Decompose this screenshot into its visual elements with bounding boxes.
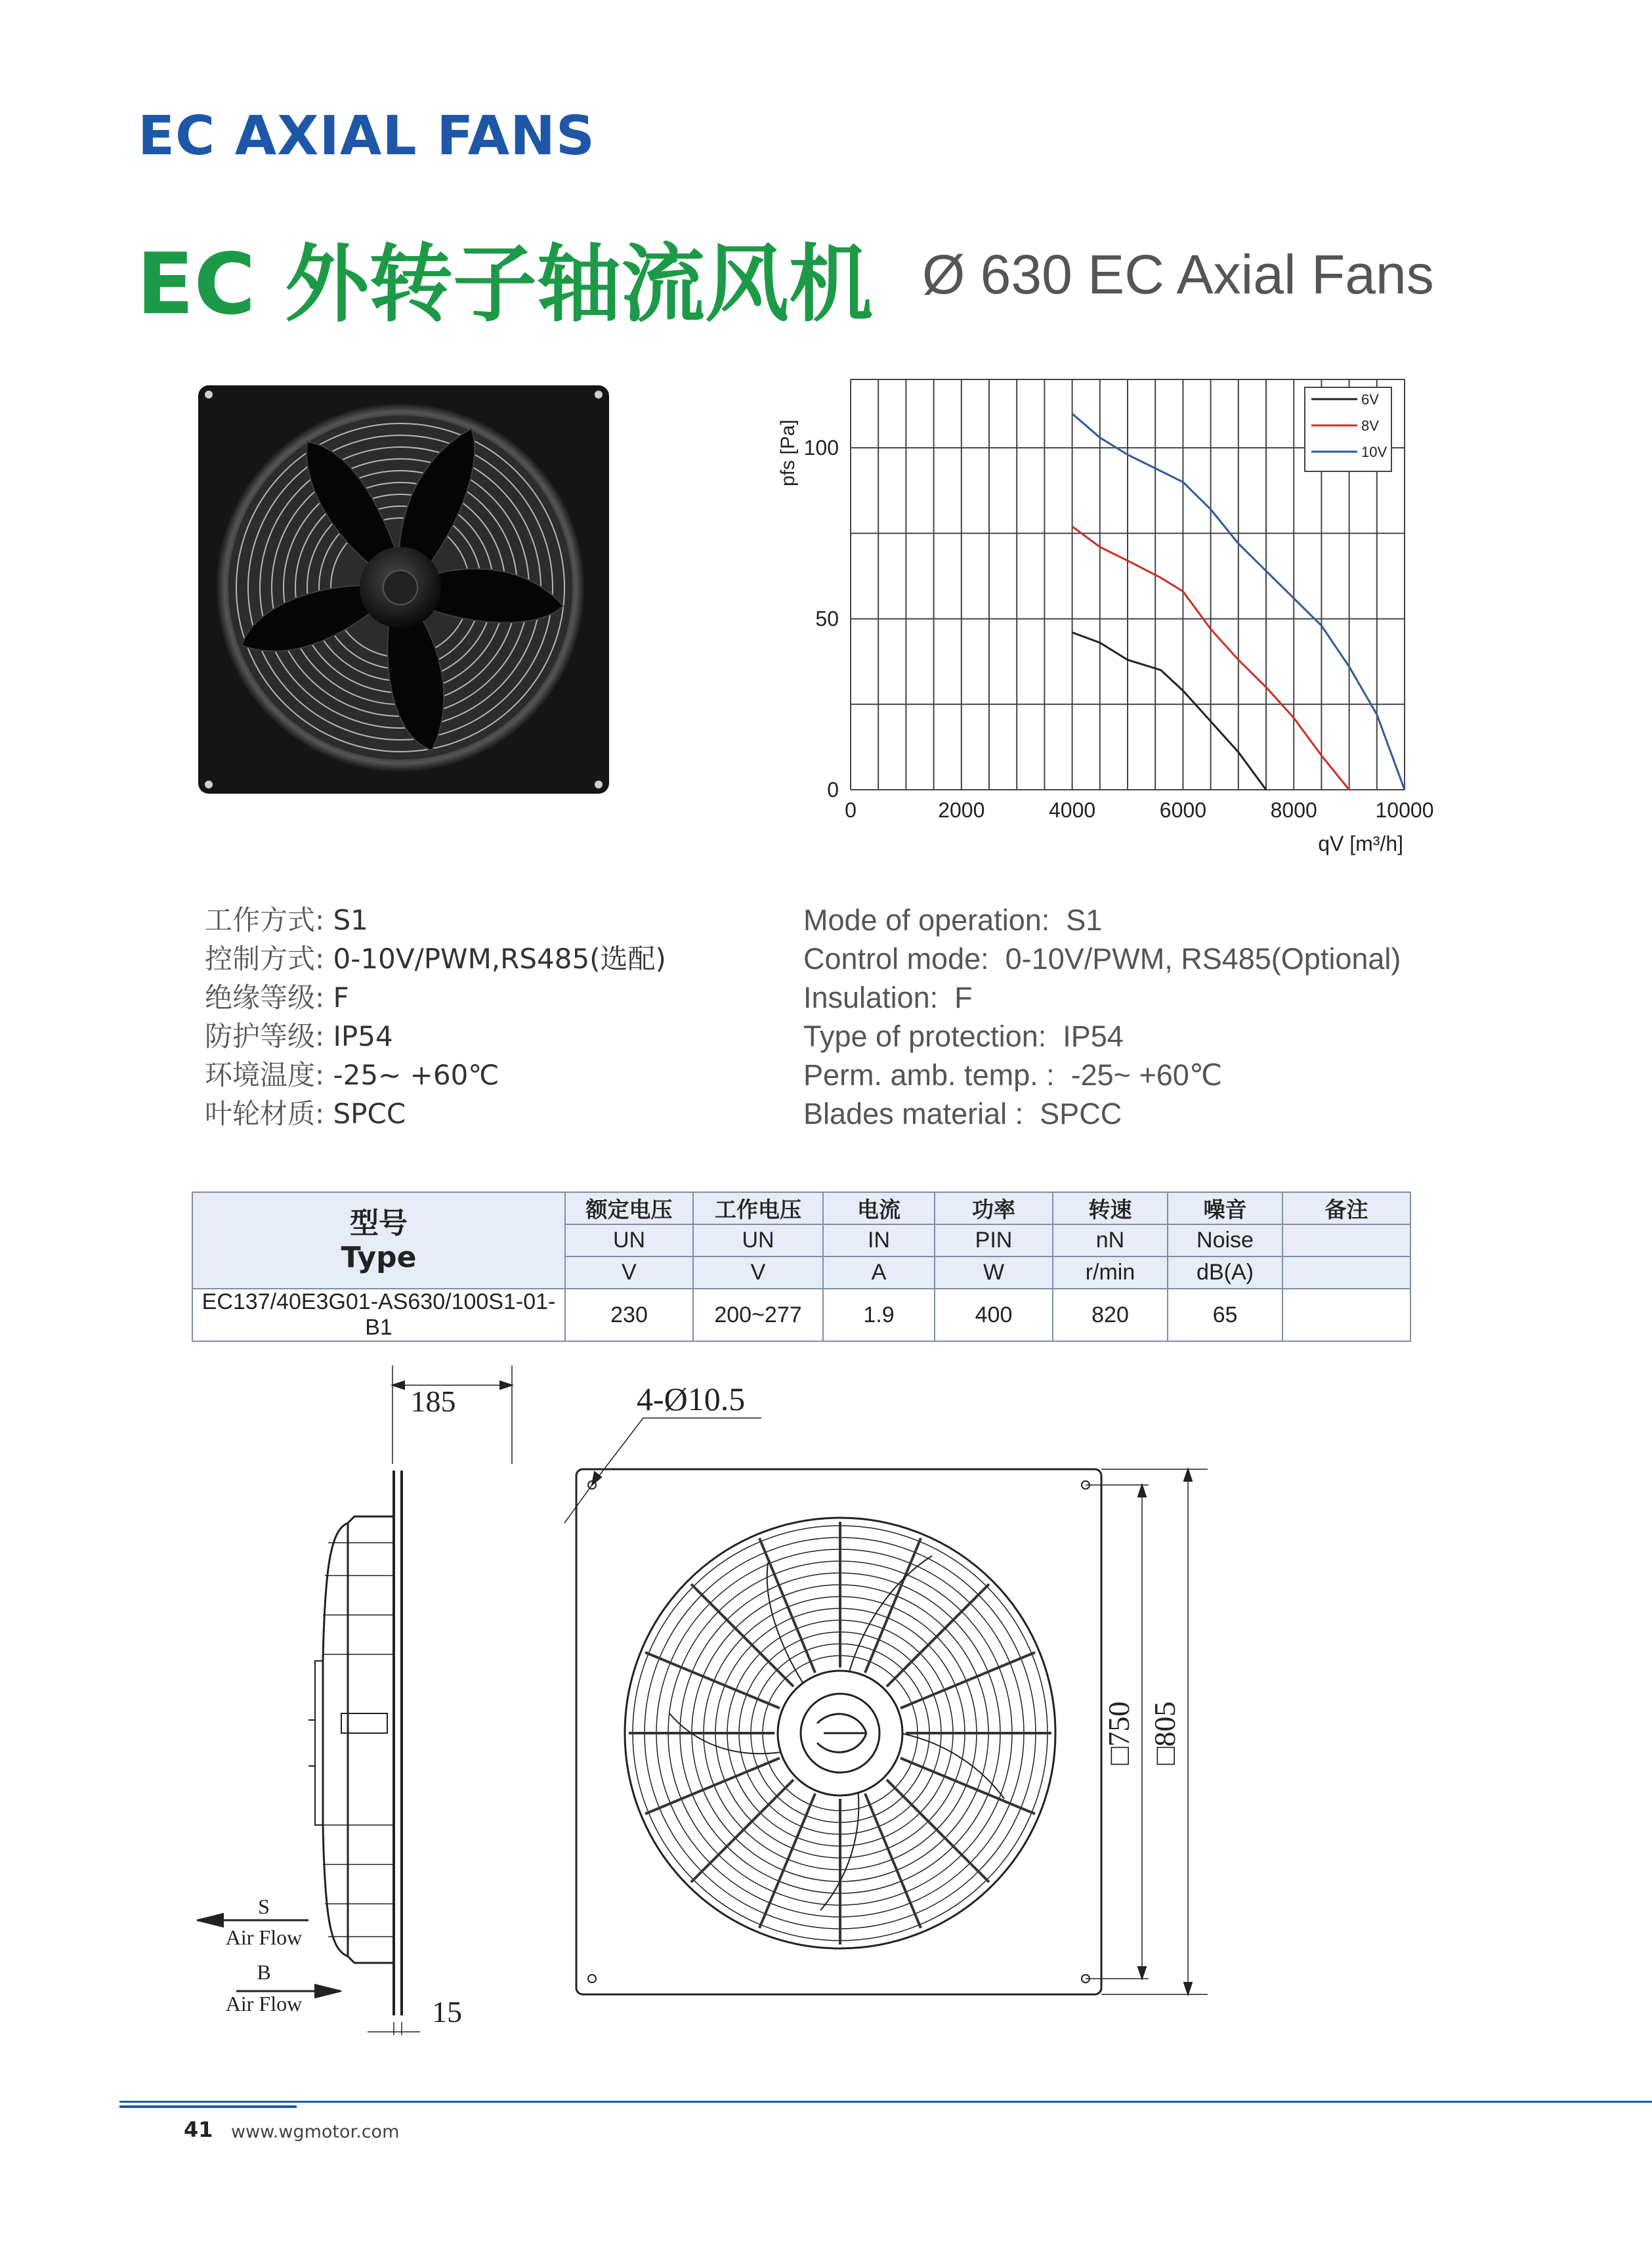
header-cell: 工作电压 — [693, 1192, 823, 1224]
spec-en-row: Perm. amb. temp. : -25~ +60℃ — [803, 1058, 1223, 1092]
spec-en-row: Control mode: 0-10V/PWM, RS485(Optional) — [803, 942, 1401, 976]
chart-ticks — [804, 436, 1434, 822]
spec-cn-row: 防护等级: IP54 — [205, 1020, 393, 1052]
unit-cell: V — [693, 1257, 823, 1289]
unit-cell — [1282, 1257, 1410, 1289]
specs-cn — [205, 901, 666, 1133]
footer-accent-rule — [119, 2105, 297, 2108]
value-cell: 820 — [1053, 1289, 1168, 1341]
spec-cn-row: 叶轮材质: SPCC — [205, 1098, 406, 1130]
series-line-6V — [1072, 632, 1266, 790]
x-tick-label: 8000 — [1270, 798, 1317, 822]
spec-en-row: Type of protection: IP54 — [803, 1020, 1124, 1053]
value-cell: 1.9 — [823, 1289, 935, 1341]
airflow-b-letter: B — [257, 1960, 271, 1984]
x-tick-label: 6000 — [1159, 798, 1206, 822]
y-tick-label: 0 — [827, 778, 839, 802]
unit-cell: A — [823, 1257, 935, 1289]
website-link[interactable]: www.wgmotor.com — [231, 2122, 400, 2142]
type-header-en: Type — [341, 1240, 417, 1274]
specs-en — [803, 901, 1401, 1133]
spec-cn-row: 控制方式: 0-10V/PWM,RS485(选配) — [205, 943, 666, 975]
legend-label-8V: 8V — [1361, 418, 1379, 434]
chart-xlabel: qV [m³/h] — [1318, 832, 1403, 855]
symbol-cell: UN — [565, 1224, 693, 1257]
value-cell: 65 — [1168, 1289, 1282, 1341]
dim-depth-label: 185 — [410, 1385, 456, 1418]
symbol-cell: UN — [693, 1224, 823, 1257]
side-view — [308, 1365, 512, 2035]
legend-label-10V: 10V — [1361, 444, 1387, 460]
value-cell: 400 — [935, 1289, 1053, 1341]
unit-cell: dB(A) — [1168, 1257, 1282, 1289]
table-header-row — [192, 1192, 1410, 1224]
chart-ylabel: pfs [Pa] — [777, 419, 799, 486]
value-cell — [1282, 1289, 1410, 1341]
performance-chart — [774, 368, 1451, 867]
spec-cn-row: 工作方式: S1 — [205, 904, 368, 936]
dim-holes-label: 4-Ø10.5 — [637, 1381, 746, 1417]
page-title-en: Ø 630 EC Axial Fans — [922, 244, 1434, 305]
header-cell: 功率 — [935, 1192, 1053, 1224]
type-header-cn: 型号 — [350, 1206, 408, 1240]
series-title: EC AXIAL FANS — [138, 105, 595, 167]
footer-rule — [119, 2101, 1652, 2103]
spec-table — [192, 1192, 1411, 1342]
unit-cell: r/min — [1053, 1257, 1168, 1289]
symbol-cell — [1282, 1224, 1410, 1257]
x-tick-label: 10000 — [1375, 798, 1434, 822]
dim-flange-label: 15 — [432, 1995, 462, 2029]
spec-en-row: Mode of operation: S1 — [803, 903, 1103, 937]
table-row — [192, 1289, 1410, 1341]
value-cell: 230 — [565, 1289, 693, 1341]
model-cell: EC137/40E3G01-AS630/100S1-01-B1 — [192, 1289, 565, 1341]
fan-photo — [196, 383, 612, 796]
airflow-b-text: Air Flow — [225, 1992, 303, 2015]
unit-cell: V — [565, 1257, 693, 1289]
legend-label-6V: 6V — [1361, 391, 1379, 408]
page-number: 41 — [184, 2117, 213, 2142]
dim-hole-spacing-label: □750 — [1102, 1701, 1135, 1765]
spec-cn-row: 绝缘等级: F — [205, 981, 349, 1014]
spec-en-row: Blades material : SPCC — [803, 1097, 1122, 1130]
x-tick-label: 4000 — [1049, 798, 1096, 822]
x-tick-label: 2000 — [938, 798, 985, 822]
dim-outer-label: □805 — [1148, 1701, 1181, 1765]
airflow-s-letter: S — [258, 1895, 270, 1918]
symbol-cell: nN — [1053, 1224, 1168, 1257]
page-title-cn: EC 外转子轴流风机 — [137, 236, 873, 333]
header-cell: 额定电压 — [565, 1192, 693, 1224]
y-tick-label: 100 — [803, 436, 839, 460]
symbol-cell: PIN — [935, 1224, 1053, 1257]
symbol-cell: IN — [823, 1224, 935, 1257]
airflow-s-text: Air Flow — [225, 1925, 303, 1949]
technical-drawing — [184, 1365, 1234, 2048]
unit-cell: W — [935, 1257, 1053, 1289]
spec-en-row: Insulation: F — [803, 981, 973, 1014]
x-tick-label: 0 — [845, 798, 857, 822]
header-cell: 电流 — [823, 1192, 935, 1224]
chart-legend — [1305, 387, 1391, 471]
y-tick-label: 50 — [815, 607, 839, 631]
header-cell: 转速 — [1053, 1192, 1168, 1224]
header-cell: 备注 — [1282, 1192, 1410, 1224]
header-cell: 噪音 — [1168, 1192, 1282, 1224]
symbol-cell: Noise — [1168, 1224, 1282, 1257]
type-header-cell — [192, 1192, 565, 1289]
spec-cn-row: 环境温度: -25~ +60℃ — [205, 1059, 499, 1091]
value-cell: 200~277 — [693, 1289, 823, 1341]
